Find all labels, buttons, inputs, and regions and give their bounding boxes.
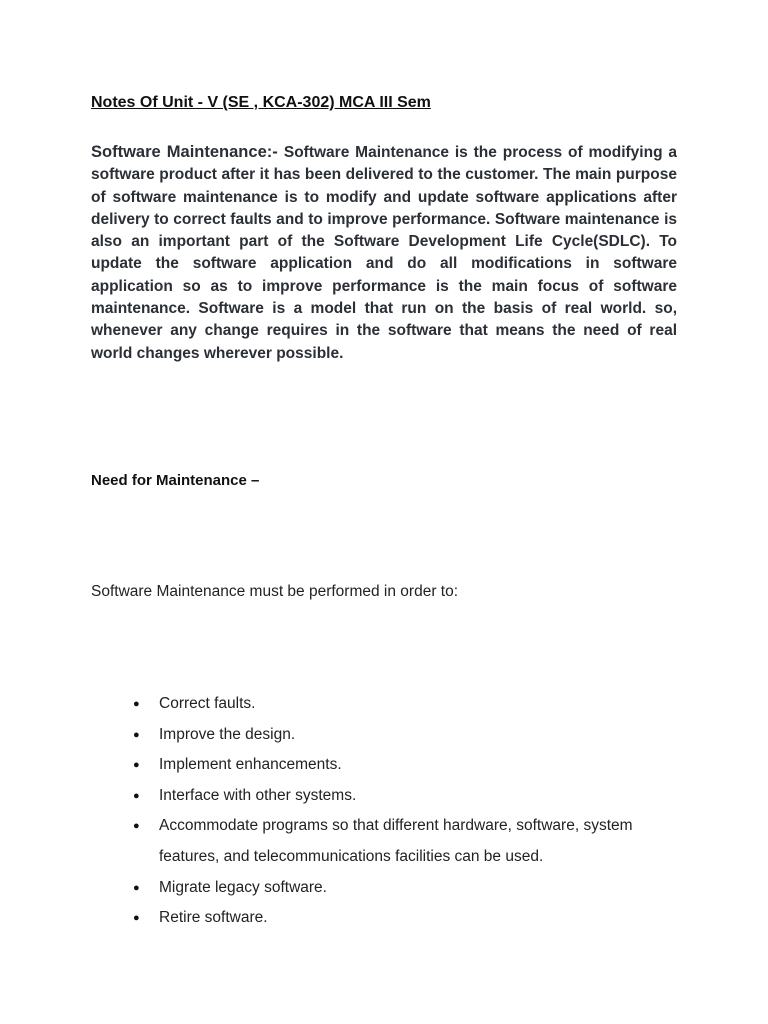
list-item-text: Implement enhancements.: [159, 756, 342, 774]
maintenance-lead-in: Software Maintenance must be performed in order to:: [91, 583, 459, 600]
bullet-icon: ●: [133, 759, 140, 772]
list-item-text: Accommodate programs so that different hardware, software, system features, and telecommunications facilities can be used.: [159, 817, 633, 865]
list-item: [133, 811, 693, 872]
list-item: [133, 903, 693, 934]
list-item-text: Retire software.: [159, 909, 268, 927]
list-item-text: Migrate legacy software.: [159, 878, 327, 896]
bullet-icon: ●: [133, 881, 140, 894]
list-item-text: Interface with other systems.: [159, 786, 357, 804]
document-title: Notes Of Unit - V (SE , KCA-302) MCA III Sem: [91, 94, 431, 111]
list-item: [133, 873, 693, 904]
bullet-icon: ●: [133, 820, 140, 833]
list-item: [133, 689, 693, 720]
maintenance-reasons-list: [133, 689, 693, 934]
intro-body: Software Maintenance is the process of modifying a software product after it has been delivered to the customer. The main purpose of software maintenance is to modify and update software applications after delivery to correct faults and to improve performance. Software maintenance is also an important part of the Software Development Life Cycle(SDLC). To update the software application and do all modifications in software application so as to improve performance is the main focus of software maintenance. Software is a model that run on the basis of real world. so, whenever any change requires in the software that means the need of real world changes wherever possible.: [91, 144, 677, 362]
intro-paragraph: [91, 141, 677, 365]
need-for-maintenance-heading: Need for Maintenance –: [91, 472, 260, 489]
list-item: [133, 781, 693, 812]
intro-lead-term: Software Maintenance:-: [91, 143, 284, 161]
bullet-icon: ●: [133, 789, 140, 802]
list-item-text: Improve the design.: [159, 725, 296, 743]
list-item: [133, 720, 693, 751]
bullet-icon: ●: [133, 698, 140, 710]
list-item-text: Correct faults.: [159, 695, 256, 712]
bullet-icon: ●: [133, 728, 140, 741]
bullet-icon: ●: [133, 912, 140, 925]
list-item: [133, 750, 693, 781]
